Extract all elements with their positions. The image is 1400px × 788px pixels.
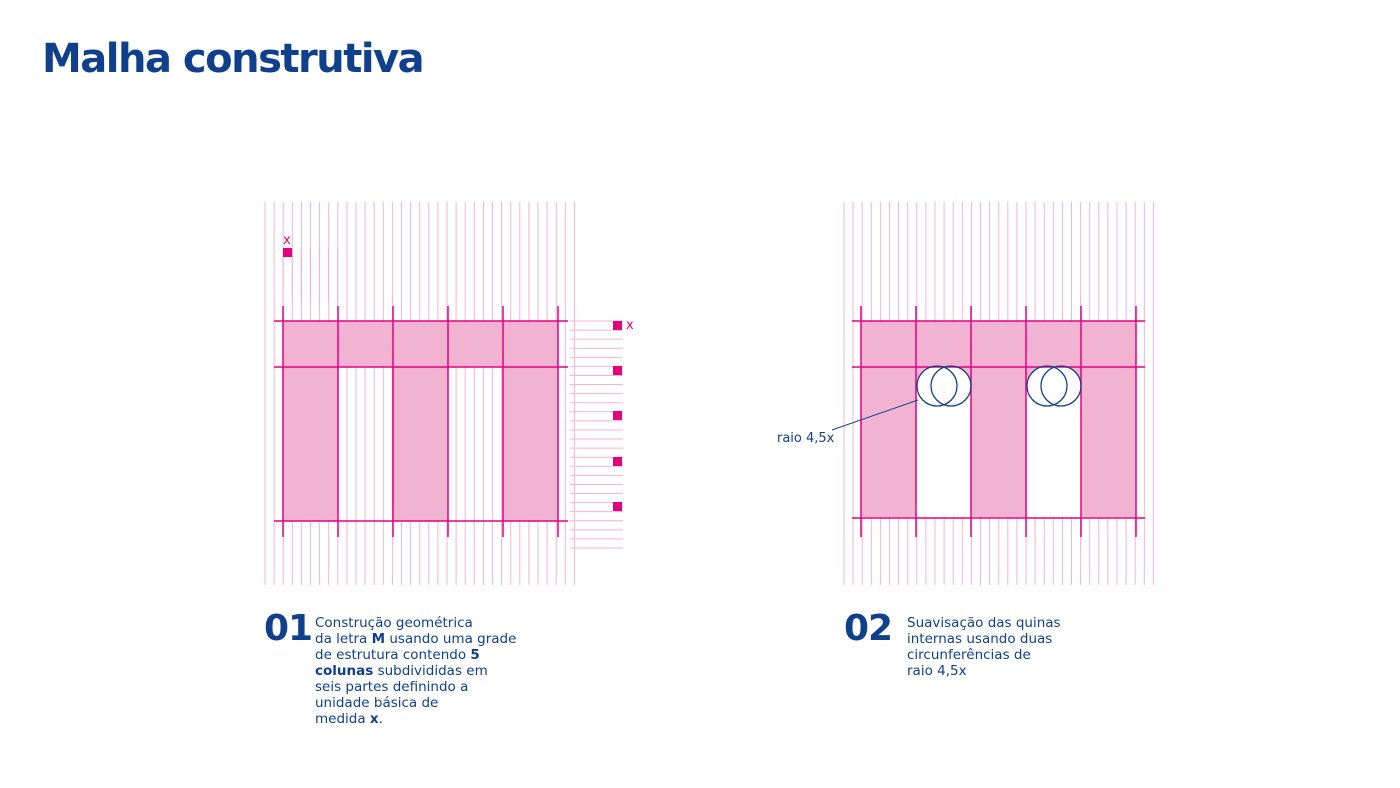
caption-text: circunferências de xyxy=(907,647,1031,663)
letter-m-fill xyxy=(861,321,1136,517)
unit-marker xyxy=(613,411,622,420)
unit-label-right: x xyxy=(626,318,634,333)
caption-text: usando uma grade xyxy=(385,631,517,647)
m-leg xyxy=(503,367,558,521)
caption-text: seis partes definindo a xyxy=(315,679,469,695)
caption-line xyxy=(907,631,1061,647)
caption-line xyxy=(315,631,516,647)
unit-label-top: x xyxy=(283,233,291,248)
m-top-bar xyxy=(283,321,558,367)
caption-line xyxy=(315,647,516,663)
m-counter xyxy=(1026,367,1081,517)
m-construction-grid-diagram xyxy=(260,195,640,595)
step-number-1: 01 xyxy=(264,608,313,649)
m-leg xyxy=(283,367,338,521)
page-title: Malha construtiva xyxy=(42,36,424,82)
step-caption-1 xyxy=(315,615,516,727)
caption-line xyxy=(315,695,516,711)
m-leg xyxy=(861,367,916,517)
caption-text: medida xyxy=(315,711,370,727)
caption-text: 5 xyxy=(470,647,480,663)
step-number-2: 02 xyxy=(844,608,893,649)
unit-marker xyxy=(613,321,622,330)
m-top-bar xyxy=(861,321,1136,367)
caption-text: M xyxy=(371,631,386,647)
caption-text: subdivididas em xyxy=(373,663,488,679)
caption-text: internas usando duas xyxy=(907,631,1053,647)
radius-label: raio 4,5x xyxy=(777,431,835,446)
caption-line xyxy=(315,679,516,695)
caption-text: raio 4,5x xyxy=(907,663,967,679)
letter-m-fill xyxy=(283,321,558,521)
caption-text: da letra xyxy=(315,631,372,647)
caption-line xyxy=(907,647,1061,663)
row-ruler xyxy=(570,321,623,548)
caption-text: unidade básica de xyxy=(315,695,439,711)
caption-text: . xyxy=(378,711,383,727)
caption-text: Construção geométrica xyxy=(315,615,473,631)
unit-marker xyxy=(613,457,622,466)
caption-line xyxy=(907,615,1061,631)
unit-marker xyxy=(283,248,292,257)
m-leg xyxy=(971,367,1026,517)
m-counter xyxy=(916,367,971,517)
caption-text: Suavisação das quinas xyxy=(907,615,1061,631)
unit-marker xyxy=(613,366,622,375)
caption-line xyxy=(315,663,516,679)
caption-text: de estrutura contendo xyxy=(315,647,471,663)
caption-text: colunas xyxy=(315,663,374,679)
m-leg xyxy=(1081,367,1136,517)
unit-marker xyxy=(613,502,622,511)
caption-line xyxy=(315,615,516,631)
caption-line xyxy=(907,663,1061,679)
caption-text: x xyxy=(369,711,379,727)
caption-line xyxy=(315,711,516,727)
m-leg xyxy=(393,367,448,521)
m-smoothing-diagram xyxy=(760,195,1180,595)
step-caption-2 xyxy=(907,615,1061,679)
